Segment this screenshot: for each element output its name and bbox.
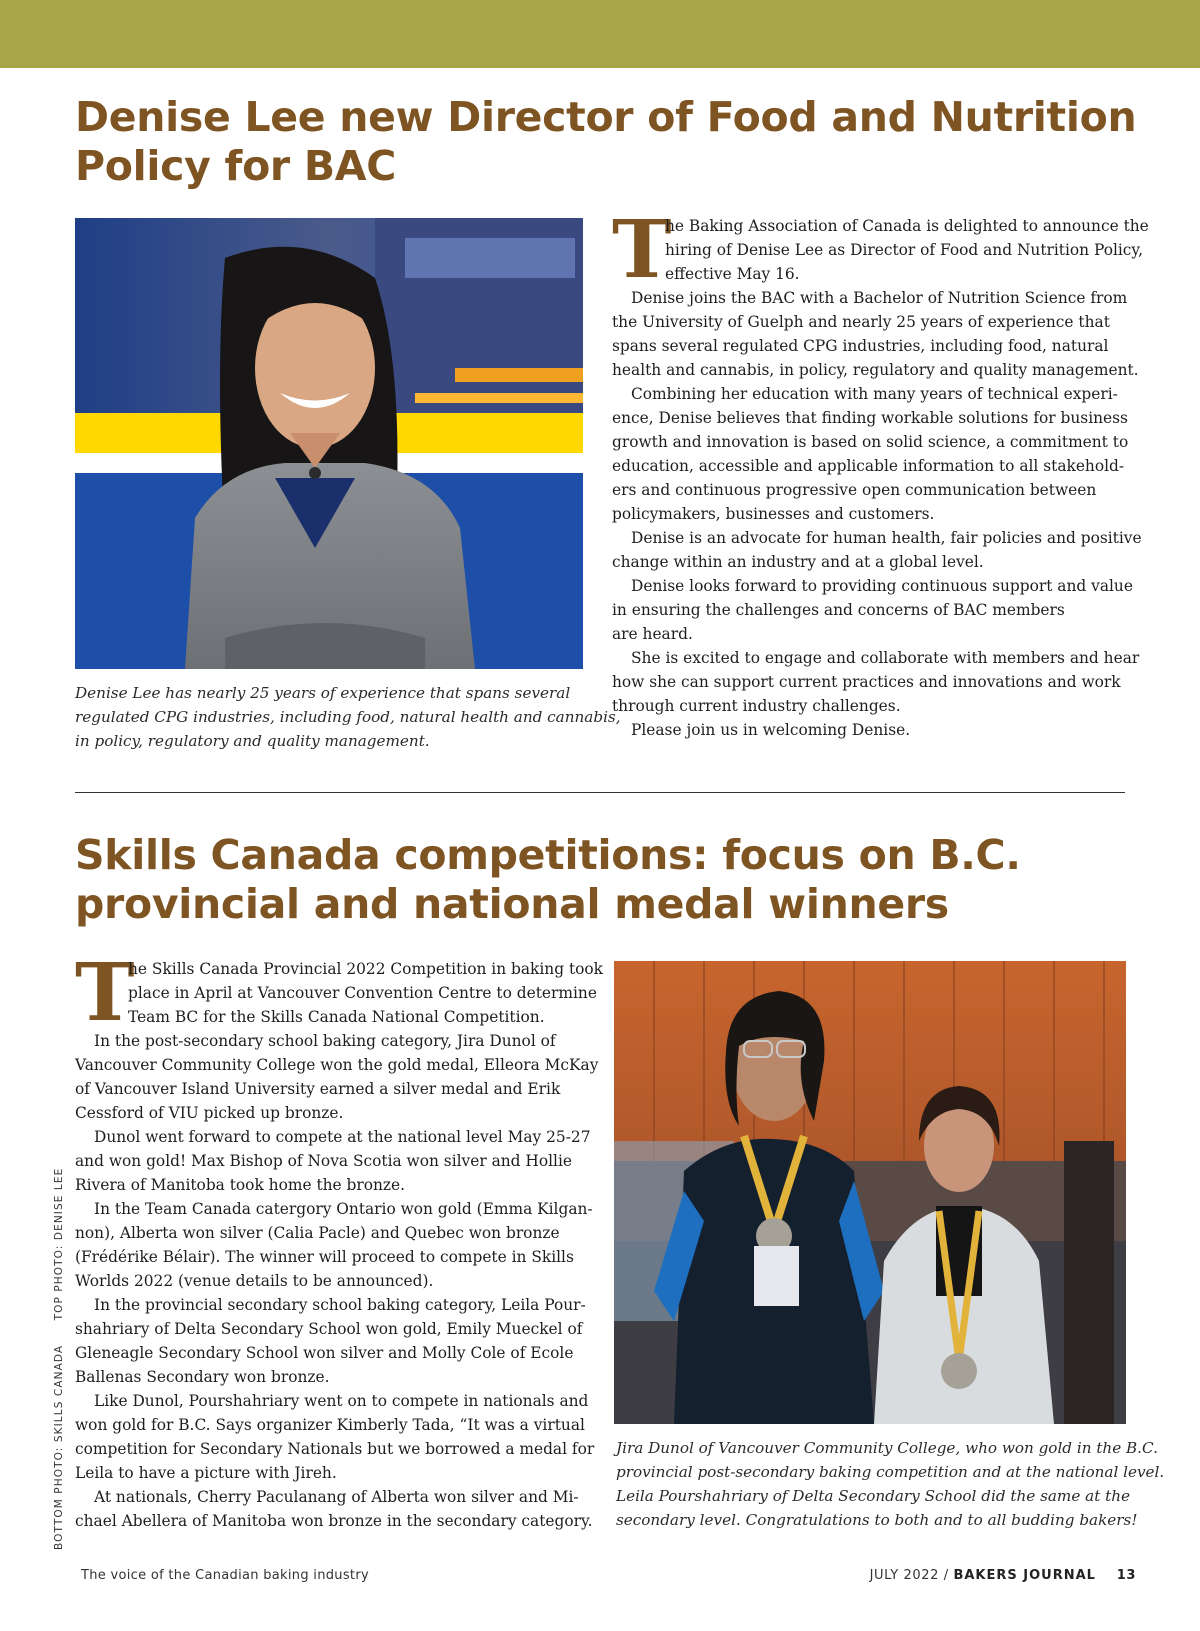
body-line: Rivera of Manitoba took home the bronze. [75, 1176, 406, 1194]
body-line: (Frédérike Bélair). The winner will proceed to compete in Skills [75, 1248, 574, 1266]
footer-magazine-name: BAKERS JOURNAL [953, 1568, 1096, 1583]
body-line: She is excited to engage and collaborate with members and hear [631, 649, 1140, 667]
body-line: in ensuring the challenges and concerns of BAC members [612, 601, 1065, 619]
top-photo-credit: TOP PHOTO: DENISE LEE [53, 1167, 65, 1321]
body-line: won gold for B.C. Says organizer Kimberly Tada, “It was a virtual [75, 1416, 585, 1434]
body-line: Denise looks forward to providing continuous support and value [631, 577, 1133, 595]
body-line: Worlds 2022 (venue details to be announced). [75, 1272, 434, 1290]
article2-headline: Skills Canada competitions: focus on B.C. provincial and national medal winners [75, 831, 1021, 928]
body-line: policymakers, businesses and customers. [612, 505, 935, 523]
body-line: ers and continuous progressive open communication between [612, 481, 1097, 499]
body-line: change within an industry and at a global level. [612, 553, 984, 571]
section-divider [75, 792, 1125, 793]
body-line: Gleneagle Secondary School won silver and Molly Cole of Ecole [75, 1344, 574, 1362]
body-line: Cessford of VIU picked up bronze. [75, 1104, 344, 1122]
body-line: Leila to have a picture with Jireh. [75, 1464, 337, 1482]
article2-drop-cap: T [75, 945, 135, 1039]
body-line: Denise joins the BAC with a Bachelor of Nutrition Science from [631, 289, 1128, 307]
body-line: Vancouver Community College won the gold medal, Elleora McKay [75, 1056, 599, 1074]
body-line: and won gold! Max Bishop of Nova Scotia won silver and Hollie [75, 1152, 572, 1170]
top-color-bar [0, 0, 1200, 68]
footer-tagline: The voice of the Canadian baking industry [81, 1568, 369, 1583]
footer-issue-date: JULY 2022 / [869, 1568, 949, 1583]
body-line: Please join us in welcoming Denise. [631, 721, 911, 739]
body-line: growth and innovation is based on solid science, a commitment to [612, 433, 1129, 451]
bottom-photo-credit: BOTTOM PHOTO: SKILLS CANADA [53, 1344, 65, 1550]
body-line: he Baking Association of Canada is delighted to announce the [665, 217, 1149, 235]
body-line: At nationals, Cherry Paculanang of Alberta won silver and Mi- [94, 1488, 579, 1506]
page-number: 13 [1116, 1568, 1136, 1583]
body-line: spans several regulated CPG industries, including food, natural [612, 337, 1109, 355]
body-line: Ballenas Secondary won bronze. [75, 1368, 330, 1386]
body-line: Dunol went forward to compete at the national level May 25-27 [94, 1128, 591, 1146]
body-line: non), Alberta won silver (Calia Pacle) and Quebec won bronze [75, 1224, 560, 1242]
body-line: Denise is an advocate for human health, fair policies and positive [631, 529, 1142, 547]
skills-canada-photo-caption: Jira Dunol of Vancouver Community College, who won gold in the B.C. provincial post-secondary baking competition and at the national level. Leila Pourshahriary of Delta Secondary School did the same at the secondary level. Congratulations to both and to all budding bakers! [616, 1439, 1165, 1529]
body-line: the University of Guelph and nearly 25 years of experience that [612, 313, 1110, 331]
article1-headline: Denise Lee new Director of Food and Nutrition Policy for BAC [75, 93, 1137, 190]
body-line: through current industry challenges. [612, 697, 901, 715]
footer-issue-info [870, 1568, 1136, 1583]
body-line: Combining her education with many years of technical experi- [631, 385, 1118, 403]
body-line: how she can support current practices and innovations and work [612, 673, 1121, 691]
body-line: Like Dunol, Pourshahriary went on to compete in nationals and [94, 1392, 589, 1410]
article1-body-text [612, 202, 1149, 742]
body-line: education, accessible and applicable information to all stakehold- [612, 457, 1125, 475]
photo-credits [52, 1167, 66, 1550]
body-line: competition for Secondary Nationals but we borrowed a medal for [75, 1440, 595, 1458]
body-line: effective May 16. [665, 265, 800, 283]
body-line: In the Team Canada catergory Ontario won gold (Emma Kilgan- [94, 1200, 593, 1218]
body-line: of Vancouver Island University earned a silver medal and Erik [75, 1080, 561, 1098]
body-line: In the provincial secondary school baking category, Leila Pour- [94, 1296, 586, 1314]
body-line: ence, Denise believes that finding workable solutions for business [612, 409, 1128, 427]
denise-lee-photo-caption: Denise Lee has nearly 25 years of experience that spans several regulated CPG industries, including food, natural health and cannabis, in policy, regulatory and quality management. [75, 684, 621, 750]
article1-drop-cap: T [612, 202, 672, 296]
body-line: health and cannabis, in policy, regulatory and quality management. [612, 361, 1139, 379]
body-line: are heard. [612, 625, 693, 643]
body-line: Team BC for the Skills Canada National Competition. [128, 1008, 545, 1026]
body-line: he Skills Canada Provincial 2022 Competition in baking took [128, 960, 603, 978]
article2-body-text [75, 945, 603, 1533]
body-line: In the post-secondary school baking category, Jira Dunol of [94, 1032, 556, 1050]
denise-lee-photo [75, 218, 583, 669]
body-line: chael Abellera of Manitoba won bronze in the secondary category. [75, 1512, 593, 1530]
body-line: hiring of Denise Lee as Director of Food and Nutrition Policy, [665, 241, 1143, 259]
body-line: place in April at Vancouver Convention Centre to determine [128, 984, 597, 1002]
skills-canada-winners-photo [614, 961, 1126, 1424]
body-line: shahriary of Delta Secondary School won gold, Emily Mueckel of [75, 1320, 583, 1338]
